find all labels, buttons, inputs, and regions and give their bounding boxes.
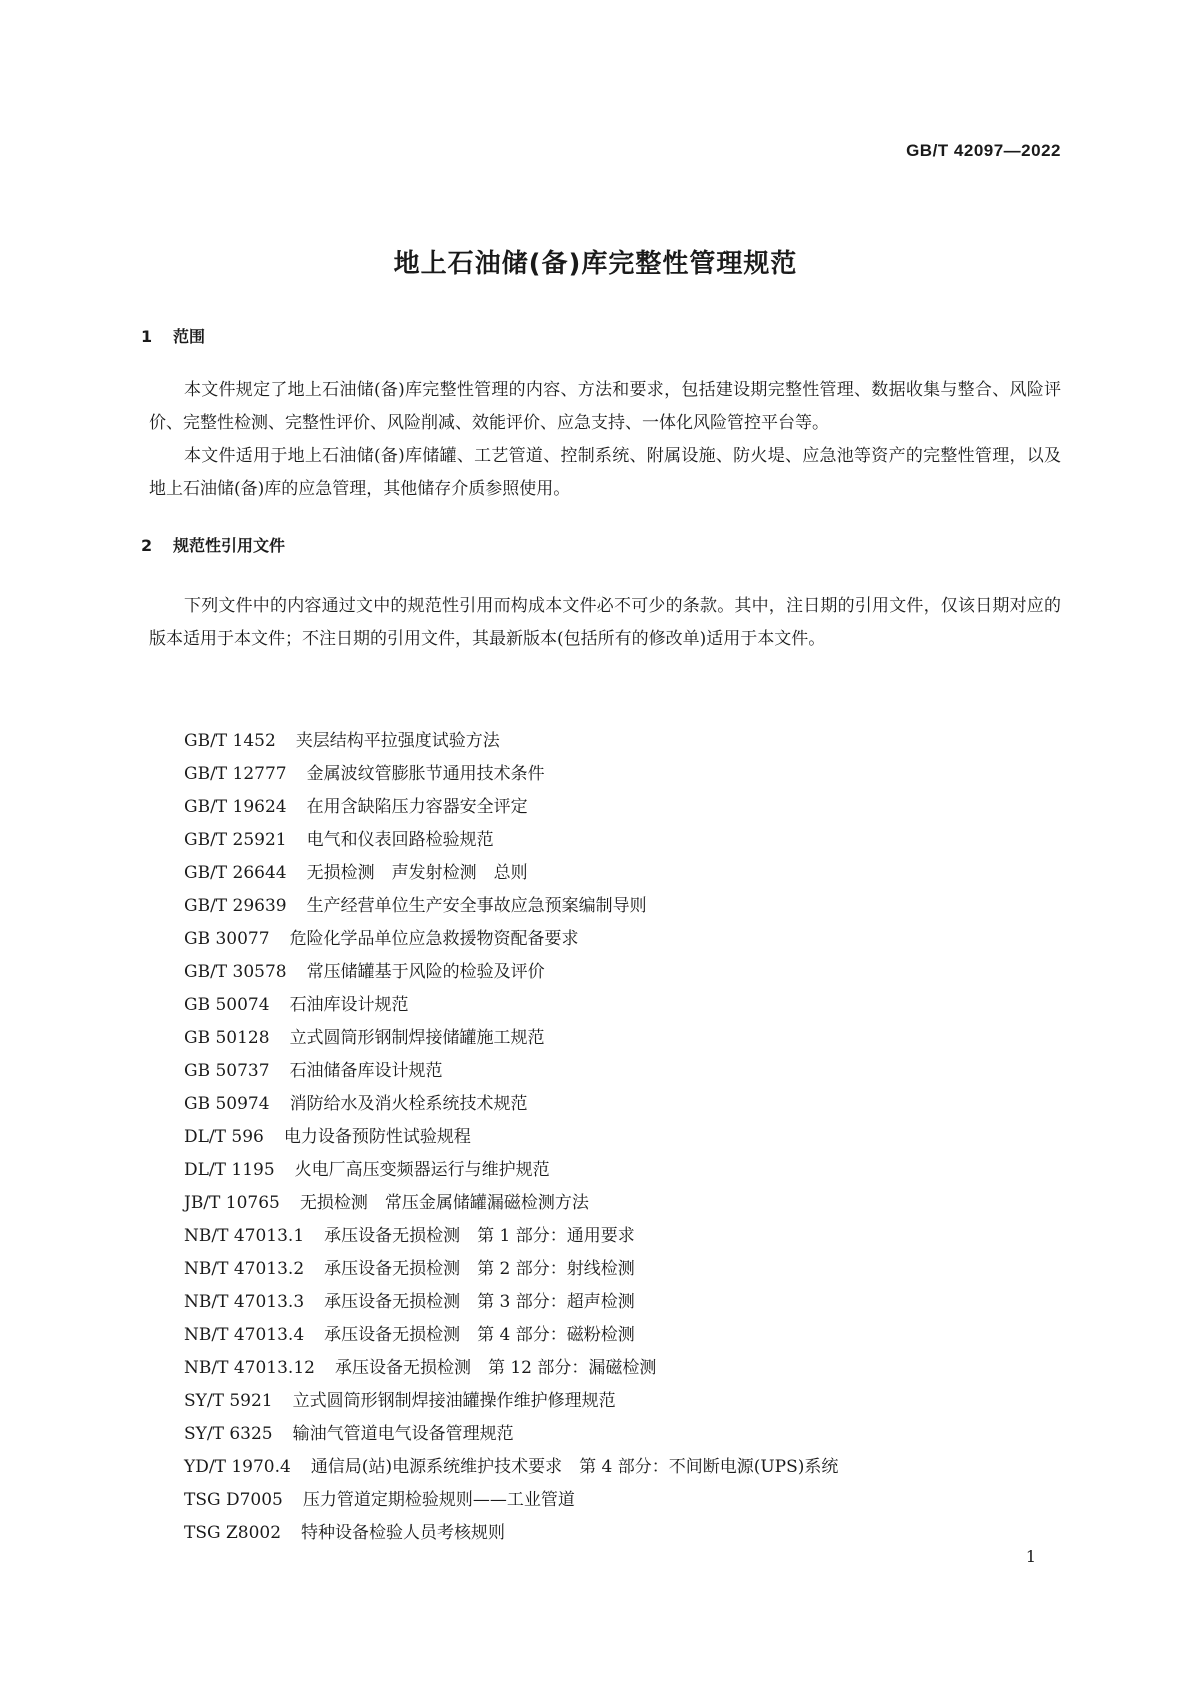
- reference-title: 常压储罐基于风险的检验及评价: [306, 962, 545, 982]
- reference-item: [184, 857, 838, 890]
- section-2-heading: [141, 533, 285, 556]
- reference-code: TSG D7005: [184, 1490, 283, 1510]
- reference-code: NB/T 47013.4: [184, 1325, 305, 1345]
- reference-code: GB/T 29639: [184, 896, 287, 916]
- reference-item: [184, 1055, 838, 1088]
- reference-item: [184, 725, 838, 758]
- reference-item: [184, 758, 838, 791]
- section-title: 规范性引用文件: [173, 536, 286, 555]
- reference-code: GB/T 26644: [184, 863, 287, 883]
- reference-item: [184, 824, 838, 857]
- standard-code: GB/T 42097—2022: [906, 141, 1061, 160]
- reference-title: 石油储备库设计规范: [289, 1061, 443, 1081]
- page-number: 1: [1025, 1547, 1036, 1566]
- reference-code: GB/T 30578: [184, 962, 287, 982]
- reference-title: 火电厂高压变频器运行与维护规范: [294, 1160, 550, 1180]
- reference-title: 承压设备无损检测 第 2 部分：射线检测: [324, 1259, 635, 1279]
- reference-title: 通信局(站)电源系统维护技术要求 第 4 部分：不间断电源(UPS)系统: [310, 1457, 839, 1477]
- reference-code: GB/T 25921: [184, 830, 287, 850]
- reference-item: [184, 1385, 838, 1418]
- reference-title: 承压设备无损检测 第 3 部分：超声检测: [324, 1292, 635, 1312]
- reference-code: GB 50128: [184, 1028, 270, 1048]
- reference-title: 危险化学品单位应急救援物资配备要求: [289, 929, 579, 949]
- reference-title: 无损检测 常压金属储罐漏磁检测方法: [299, 1193, 589, 1213]
- scope-paragraph-2: 本文件适用于地上石油储(备)库储罐、工艺管道、控制系统、附属设施、防火堤、应急池等资产的完整性管理，以及地上石油储(备)库的应急管理，其他储存介质参照使用。: [149, 446, 1061, 499]
- reference-item: [184, 989, 838, 1022]
- reference-title: 金属波纹管膨胀节通用技术条件: [306, 764, 545, 784]
- reference-code: GB/T 12777: [184, 764, 287, 784]
- reference-code: NB/T 47013.2: [184, 1259, 305, 1279]
- reference-code: YD/T 1970.4: [184, 1457, 291, 1477]
- reference-item: [184, 1154, 838, 1187]
- reference-item: [184, 1451, 838, 1484]
- reference-code: GB 50737: [184, 1061, 270, 1081]
- reference-title: 无损检测 声发射检测 总则: [306, 863, 528, 883]
- reference-code: NB/T 47013.1: [184, 1226, 305, 1246]
- reference-item: [184, 791, 838, 824]
- section-number: 1: [141, 327, 153, 346]
- reference-title: 特种设备检验人员考核规则: [301, 1523, 506, 1543]
- reference-item: [184, 1088, 838, 1121]
- references-intro-paragraph: 下列文件中的内容通过文中的规范性引用而构成本文件必不可少的条款。其中，注日期的引用文件，仅该日期对应的版本适用于本文件；不注日期的引用文件，其最新版本(包括所有的修改单)适用于本文件。: [149, 596, 1061, 649]
- reference-code: SY/T 6325: [184, 1424, 273, 1444]
- reference-code: NB/T 47013.12: [184, 1358, 315, 1378]
- reference-code: GB 30077: [184, 929, 270, 949]
- reference-code: GB 50074: [184, 995, 270, 1015]
- reference-item: [184, 1253, 838, 1286]
- reference-code: GB/T 19624: [184, 797, 287, 817]
- reference-code: JB/T 10765: [184, 1193, 280, 1213]
- reference-item: [184, 1022, 838, 1055]
- reference-title: 夹层结构平拉强度试验方法: [295, 731, 500, 751]
- section-title: 范围: [173, 327, 206, 346]
- reference-item: [184, 1187, 838, 1220]
- reference-title: 电气和仪表回路检验规范: [306, 830, 494, 850]
- reference-item: [184, 1484, 838, 1517]
- reference-item: [184, 1286, 838, 1319]
- reference-title: 立式圆筒形钢制焊接油罐操作维护修理规范: [292, 1391, 616, 1411]
- reference-item: [184, 890, 838, 923]
- reference-item: [184, 923, 838, 956]
- reference-item: [184, 1319, 838, 1352]
- reference-item: [184, 1220, 838, 1253]
- reference-code: GB 50974: [184, 1094, 270, 1114]
- reference-title: 消防给水及消火栓系统技术规范: [289, 1094, 528, 1114]
- reference-title: 输油气管道电气设备管理规范: [292, 1424, 514, 1444]
- reference-code: NB/T 47013.3: [184, 1292, 305, 1312]
- document-title: 地上石油储(备)库完整性管理规范: [393, 249, 798, 279]
- reference-item: [184, 1352, 838, 1385]
- section-number: 2: [141, 536, 153, 555]
- reference-code: DL/T 1195: [184, 1160, 275, 1180]
- normative-references-list: [184, 725, 838, 1550]
- reference-title: 石油库设计规范: [289, 995, 409, 1015]
- section-1-heading: [141, 324, 205, 347]
- reference-item: [184, 1517, 838, 1550]
- reference-code: SY/T 5921: [184, 1391, 273, 1411]
- reference-title: 生产经营单位生产安全事故应急预案编制导则: [306, 896, 647, 916]
- reference-code: DL/T 596: [184, 1127, 264, 1147]
- reference-title: 承压设备无损检测 第 4 部分：磁粉检测: [324, 1325, 635, 1345]
- reference-item: [184, 956, 838, 989]
- reference-title: 在用含缺陷压力容器安全评定: [306, 797, 528, 817]
- scope-paragraph-1: 本文件规定了地上石油储(备)库完整性管理的内容、方法和要求，包括建设期完整性管理、数据收集与整合、风险评价、完整性检测、完整性评价、风险削减、效能评价、应急支持、一体化风险管控平台等。: [149, 380, 1061, 433]
- reference-title: 电力设备预防性试验规程: [283, 1127, 471, 1147]
- reference-title: 压力管道定期检验规则——工业管道: [302, 1490, 575, 1510]
- reference-code: GB/T 1452: [184, 731, 276, 751]
- reference-title: 立式圆筒形钢制焊接储罐施工规范: [289, 1028, 545, 1048]
- reference-title: 承压设备无损检测 第 12 部分：漏磁检测: [334, 1358, 657, 1378]
- reference-code: TSG Z8002: [184, 1523, 282, 1543]
- reference-item: [184, 1418, 838, 1451]
- reference-item: [184, 1121, 838, 1154]
- reference-title: 承压设备无损检测 第 1 部分：通用要求: [324, 1226, 635, 1246]
